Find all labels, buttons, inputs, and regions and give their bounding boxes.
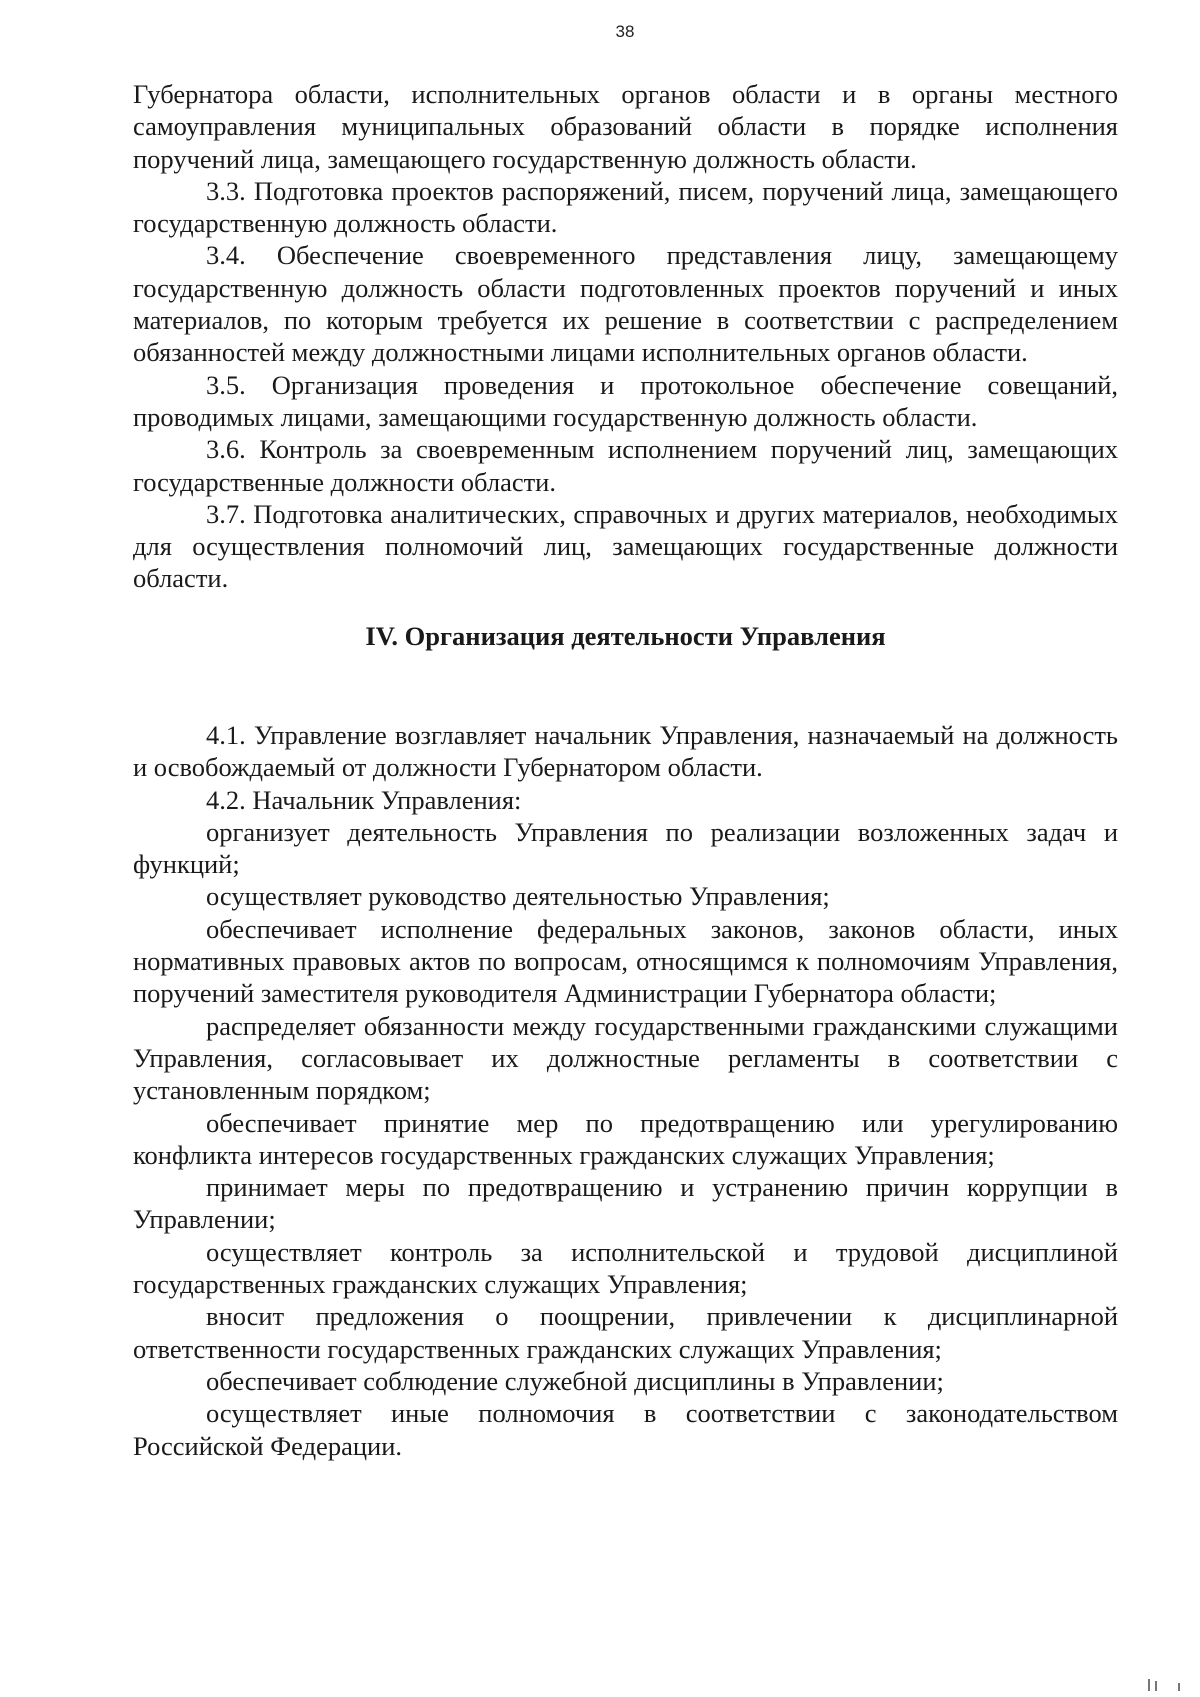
paragraph-4-2: 4.2. Начальник Управления: [206, 784, 522, 815]
paragraph-3-7: 3.7. Подготовка аналитических, справочных и других материалов, необходимых для осуществления полномочий лиц, замещающих государственные должности области. [133, 498, 1118, 594]
list-item: организует деятельность Управления по реализации возложенных задач и функций; [133, 816, 1118, 880]
document-body-upper [133, 78, 1118, 675]
scan-artifact [1155, 1681, 1157, 1691]
list-item: распределяет обязанности между государственными гражданскими служащими Управления, согласовывает их должностные регламенты в соответствии с установленным порядком; [133, 1010, 1118, 1106]
paragraph-3-4: 3.4. Обеспечение своевременного представления лицу, замещающему государственную должность области подготовленных проектов поручений и иных материалов, по которым требуется их решение в соответствии с распределением обязанностей между должностными лицами исполнительных органов области. [133, 240, 1118, 368]
scan-artifact [1178, 1683, 1180, 1691]
list-item: принимает меры по предотвращению и устранению причин коррупции в Управлении; [133, 1172, 1118, 1235]
paragraph-continuation: Губернатора области, исполнительных органов области и в органы местного самоуправления муниципальных образований области в порядке исполнения поручений лица, замещающего государственную должность области. [133, 79, 1118, 174]
scan-artifact [1148, 1679, 1150, 1691]
paragraph-3-3: 3.3. Подготовка проектов распоряжений, писем, поручений лица, замещающего государственную должность области. [133, 175, 1118, 239]
list-item: вносит предложения о поощрении, привлечении к дисциплинарной ответственности государственных гражданских служащих Управления; [133, 1301, 1118, 1364]
list-item: обеспечивает соблюдение служебной дисциплины в Управлении; [206, 1365, 944, 1396]
list-item: осуществляет иные полномочия в соответствии с законодательством Российской Федерации. [133, 1398, 1118, 1461]
paragraph-4-1: 4.1. Управление возглавляет начальник Управления, назначаемый на должность и освобождаемый от должности Губернатором области. [133, 720, 1118, 783]
document-body-lower [133, 719, 1118, 1462]
list-item: осуществляет руководство деятельностью Управления; [206, 881, 830, 912]
page-number: 38 [615, 22, 635, 41]
list-item: обеспечивает исполнение федеральных законов, законов области, иных нормативных правовых актов по вопросам, относящимся к полномочиям Управления, поручений заместителя руководителя Администрации Губернатора области; [133, 913, 1118, 1009]
list-item: обеспечивает принятие мер по предотвращению или урегулированию конфликта интересов государственных гражданских служащих Управления; [133, 1107, 1118, 1170]
section-heading: IV. Организация деятельности Управления [365, 620, 886, 651]
paragraph-3-6: 3.6. Контроль за своевременным исполнением поручений лиц, замещающих государственные должности области. [133, 434, 1118, 497]
paragraph-3-5: 3.5. Организация проведения и протокольное обеспечение совещаний, проводимых лицами, замещающими государственную должность области. [133, 369, 1118, 432]
list-item: осуществляет контроль за исполнительской и трудовой дисциплиной государственных гражданских служащих Управления; [133, 1236, 1118, 1300]
